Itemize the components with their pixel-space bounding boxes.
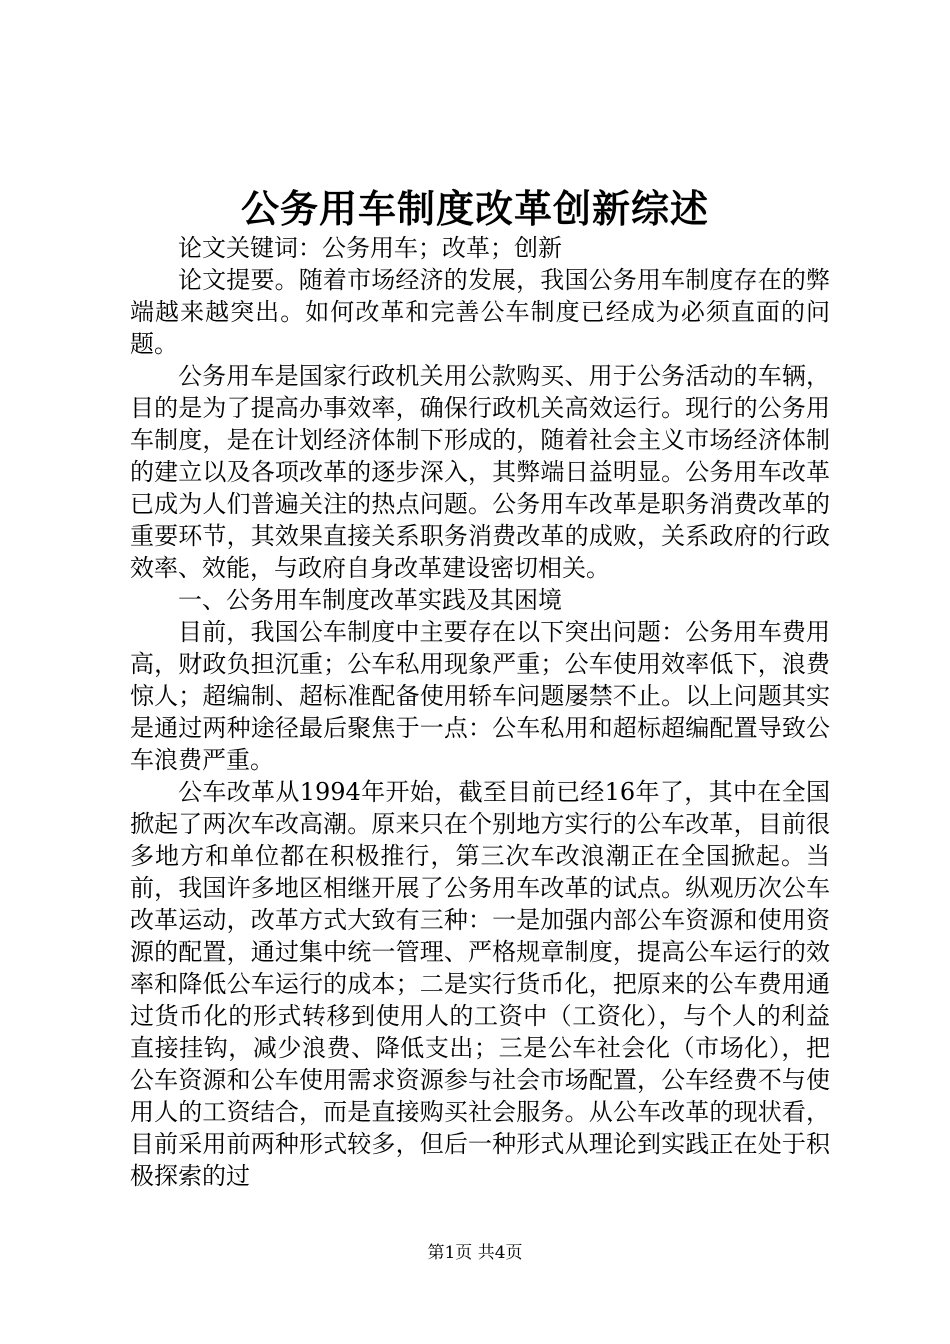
- abstract-paragraph: 论文提要。随着市场经济的发展，我国公务用车制度存在的弊端越来越突出。如何改革和完善公车制度已经成为必须直面的问题。: [130, 266, 830, 358]
- document-title: 公务用车制度改革创新综述: [240, 186, 709, 231]
- section-heading: 一、公务用车制度改革实践及其困境: [178, 586, 562, 614]
- body-paragraph: 目前，我国公车制度中主要存在以下突出问题：公务用车费用高，财政负担沉重；公车私用现象严重；公车使用效率低下，浪费惊人；超编制、超标准配备使用轿车问题屡禁不止。以上问题其实是通过两种途径最后聚焦于一点：公车私用和超标超编配置导致公车浪费严重。: [130, 618, 830, 774]
- body-paragraph: 公务用车是国家行政机关用公款购买、用于公务活动的车辆，目的是为了提高办事效率，确保行政机关高效运行。现行的公务用车制度，是在计划经济体制下形成的，随着社会主义市场经济体制的建立以及各项改革的逐步深入，其弊端日益明显。公务用车改革已成为人们普遍关注的热点问题。公务用车改革是职务消费改革的重要环节，其效果直接关系职务消费改革的成败，关系政府的行政效率、效能，与政府自身改革建设密切相关。: [130, 362, 830, 582]
- keywords-paragraph: 论文关键词：公务用车；改革；创新: [178, 234, 562, 262]
- page-footer: 第1页 共4页: [427, 1243, 523, 1263]
- body-paragraph: 公车改革从1994年开始，截至目前已经16年了，其中在全国掀起了两次车改高潮。原来只在个别地方实行的公车改革，目前很多地方和单位都在积极推行，第三次车改浪潮正在全国掀起。当前，我国许多地区相继开展了公务用车改革的试点。纵观历次公车改革运动，改革方式大致有三种：一是加强内部公车资源和使用资源的配置，通过集中统一管理、严格规章制度，提高公车运行的效率和降低公车运行的成本；二是实行货币化，把原来的公车费用通过货币化的形式转移到使用人的工资中（工资化），与个人的利益直接挂钩，减少浪费、降低支出；三是公车社会化（市场化），把公车资源和公车使用需求资源参与社会市场配置，公车经费不与使用人的工资结合，而是直接购买社会服务。从公车改革的现状看，目前采用前两种形式较多，但后一种形式从理论到实践正在处于积极探索的过: [130, 778, 830, 1190]
- document-body: [130, 232, 830, 1192]
